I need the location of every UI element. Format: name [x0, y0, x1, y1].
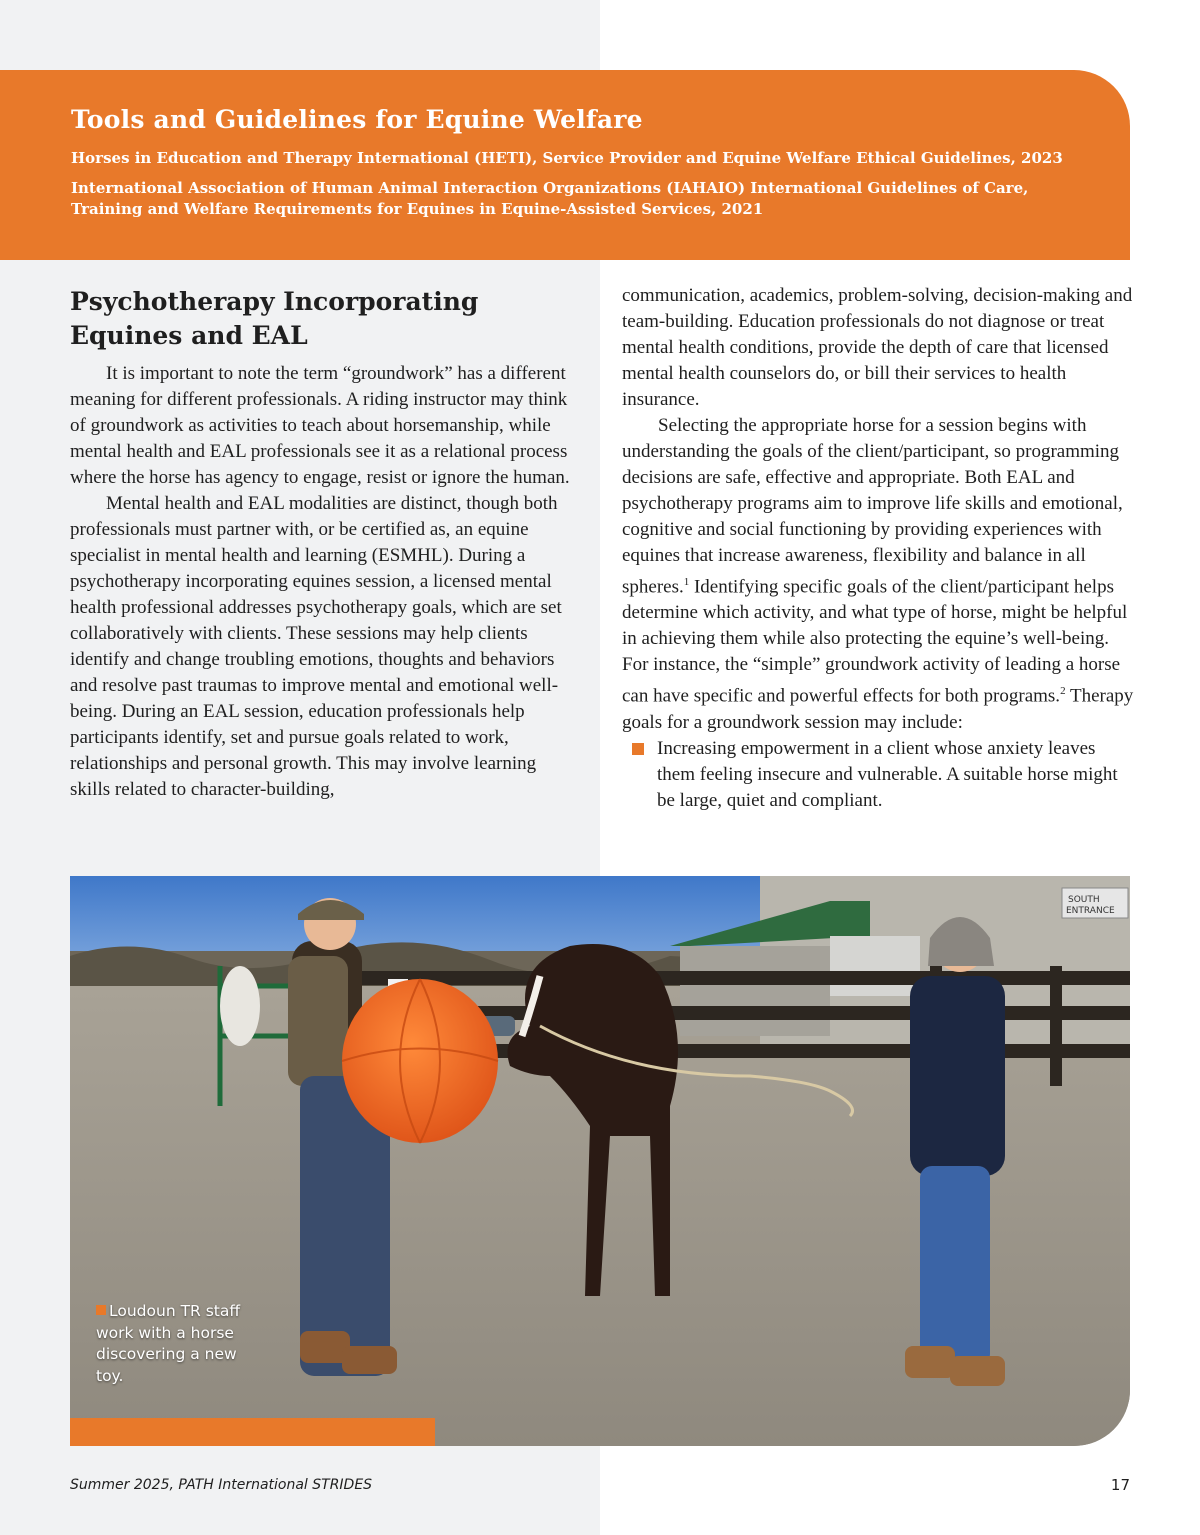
banner-title: Tools and Guidelines for Equine Welfare — [71, 105, 643, 134]
sign-south: SOUTH — [1068, 895, 1100, 905]
footnote-ref: 1 — [683, 576, 690, 588]
bullet-square-icon — [632, 743, 644, 755]
bullet-item — [622, 736, 1134, 814]
left-column — [70, 361, 580, 803]
photo-accent-bar — [70, 1418, 435, 1446]
photo-caption — [96, 1301, 256, 1387]
banner-reference-iahaio: International Association of Human Animal Interaction Organizations (IAHAIO) International Guidelines of Care, Training and Welfare Requirements for Equines in Equine-Assisted Services, 2021 — [71, 179, 1029, 218]
bullet-text: Increasing empowerment in a client whose anxiety leaves them feeling insecure and vulnerable. A suitable horse might be large, quiet and compliant. — [657, 737, 1118, 811]
resources-banner — [0, 70, 1130, 260]
paragraph-text: Therapy goals for a groundwork session may include: — [622, 685, 1134, 733]
paragraph — [622, 413, 1134, 736]
footer-publication: Summer 2025, PATH International STRIDES — [70, 1477, 373, 1493]
right-column — [622, 283, 1134, 814]
paragraph: communication, academics, problem-solving, decision-making and team-building. Education professionals do not diagnose or treat mental health conditions, provide the depth of care that licensed mental health counselors do, or bill their services to health insurance. — [622, 285, 1133, 410]
caption-text: Loudoun TR staff work with a horse discovering a new toy. — [96, 1302, 241, 1385]
sign-entrance: ENTRANCE — [1066, 906, 1115, 916]
paragraph-text: Identifying specific goals of the client/participant helps determine which activity, and what type of horse, might be helpful in achieving them while also protecting the equine’s well-being. For instance, the “simple” groundwork activity of leading a horse can have specific and powerful effects for both programs. — [622, 576, 1128, 707]
caption-square-icon — [96, 1305, 106, 1315]
section-heading: Psychotherapy Incorporating Equines and EAL — [70, 287, 479, 350]
paragraph: It is important to note the term “groundwork” has a different meaning for different professionals. A riding instructor may think of groundwork as activities to teach about horsemanship, while mental health and EAL professionals see it as a relational process where the horse has agency to engage, resist or ignore the human. — [70, 363, 570, 488]
footnote-ref: 2 — [1060, 685, 1066, 698]
paragraph: Mental health and EAL modalities are distinct, though both professionals must partner with, or be certified as, an equine specialist in mental health and learning (ESMHL). During a psychotherapy incorporating equines session, a licensed mental health professional addresses psychotherapy goals, which are set collaboratively with clients. These sessions may help clients identify and change troubling emotions, thoughts and behaviors and resolve past traumas to improve mental and emotional well-being. During an EAL session, education professionals help participants identify, set and pursue goals related to work, relationships and personal growth. This may involve learning skills related to character-building, — [70, 493, 562, 800]
page-number: 17 — [1110, 1476, 1130, 1494]
banner-reference-heti: Horses in Education and Therapy International (HETI), Service Provider and Equine Welfare Ethical Guidelines, 2023 — [71, 149, 1063, 167]
paragraph-text: Selecting the appropriate horse for a session begins with understanding the goals of the client/participant, so programming decisions are safe, effective and appropriate. Both EAL and psychotherapy programs aim to improve life skills and emotional, cognitive and social functioning by providing experiences with equines that increase awareness, flexibility and balance in all spheres. — [622, 415, 1123, 598]
